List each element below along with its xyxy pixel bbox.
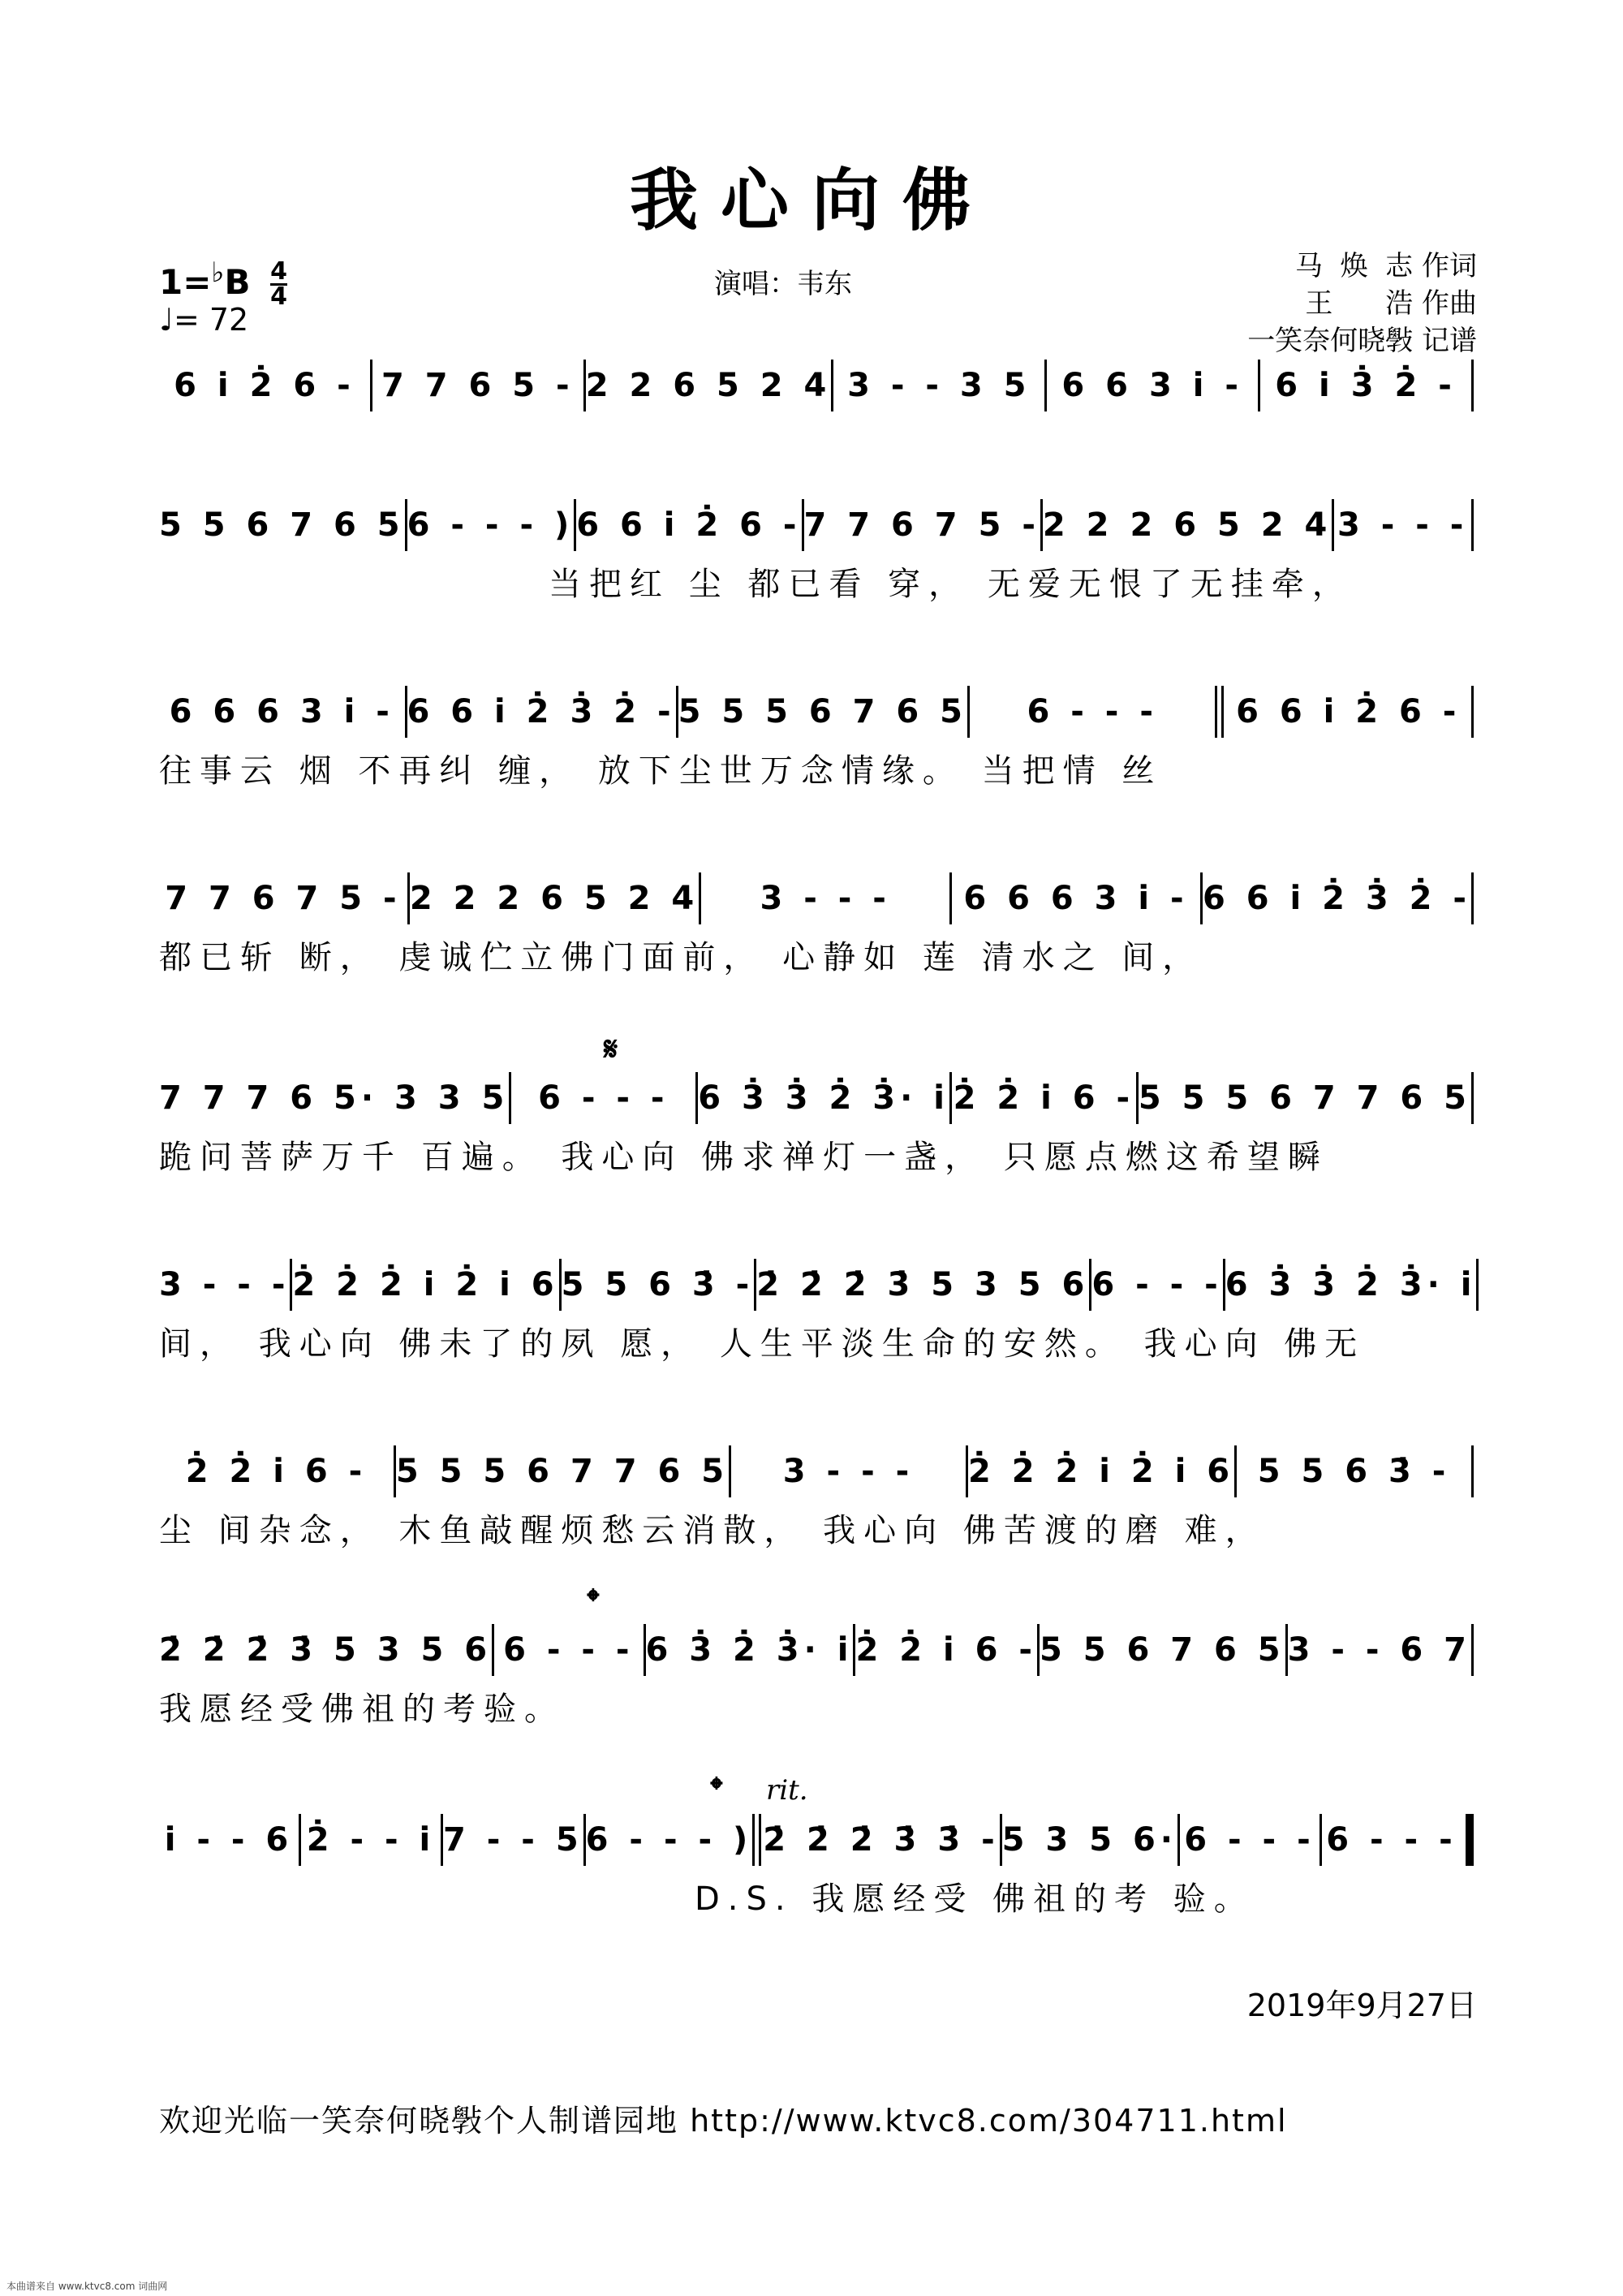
notes-line [159, 870, 1474, 927]
measure: 6 6 i̇ 2̇ 3̇ 2̇ - [1202, 880, 1471, 917]
measure: 7 7 6 5 - [381, 367, 575, 404]
lyrics-line: 都已斩 断， 虔诚伫立佛门面前， 心静如 莲 清水之 间， [159, 939, 1203, 976]
measure: 5 5 5 6 7 6 5 [678, 693, 967, 730]
measure: 5 3 5 6· [1001, 1821, 1177, 1859]
measure: 7 - - 5 [443, 1821, 583, 1859]
measure: 2 2 6 5 2 4 [585, 367, 832, 404]
notes-line [159, 1256, 1477, 1313]
measure: 3 - - - [760, 880, 891, 917]
key-note: B [224, 262, 251, 302]
measure: 6 6 i̇ 2̇ 6 - [1236, 693, 1462, 730]
measure: 3 - - - [782, 1453, 915, 1490]
measure: 2̇ 2̇ 2̇ i̇ 2̇ i̇ 6 [967, 1453, 1235, 1490]
measure: 6 - - - [1326, 1821, 1457, 1859]
measure: 6 - - - [538, 1079, 669, 1117]
measure: 2 2 2 6 5 2 4 [409, 880, 700, 917]
measure: 3 - - - [1337, 506, 1469, 544]
lyrics-line: 当把红 尘 都已看 穿， 无爱无恨了无挂牵， [549, 566, 1353, 603]
measure: 6 6 6 3 i̇ - [963, 880, 1189, 917]
measure: 6 3̇ 3̇ 2̇ 3̇· i̇ [1225, 1266, 1477, 1303]
score-system-3 [159, 683, 1474, 791]
measure: i̇ - - 6 [164, 1821, 294, 1859]
notes-line [159, 497, 1474, 554]
barline [1471, 499, 1474, 551]
measure: 6 3̇ 3̇ 2̇ 3̇· i̇ [698, 1079, 949, 1117]
measure: 2̇ 2̇ i̇ 6 - [953, 1079, 1135, 1117]
barline [1471, 1072, 1474, 1124]
measure: 2̇ 2̇ 2̇ 3̇ 3̇ - [763, 1821, 1000, 1859]
measure: 6 6 i̇ 2̇ 3̇ 2̇ - [407, 693, 676, 730]
score-system-8 [159, 1622, 1474, 1730]
measure: 6 i̇ 2̇ 6 - [174, 367, 355, 404]
coda-sign: 𝄌 [711, 1771, 722, 1808]
singer-credit: 演唱：韦东 [714, 268, 852, 300]
final-barline [1466, 1814, 1474, 1866]
notes-line [159, 357, 1474, 414]
watermark: 本曲谱来自 www.ktvc8.com 词曲网 [6, 2281, 168, 2292]
measure: 7 7 6 7 5 - [803, 506, 1040, 544]
measure: 5 5 6 7 6 5 [159, 506, 405, 544]
measure: 2̇ 2̇ 2̇ 3̇ 5 3 5 6 [756, 1266, 1090, 1303]
score-system-4 [159, 870, 1474, 978]
barline [1471, 360, 1474, 411]
measure: 7 7 7 6 5· 3 3 5 [159, 1079, 510, 1117]
measure: 5 5 6 3̇ - [561, 1266, 755, 1303]
segno-sign: 𝄋 [604, 1031, 618, 1068]
meter-top: 4 [270, 257, 287, 286]
lyrics-line: 跪问菩萨万千 百遍。 我心向 佛求禅灯一盏， 只愿点燃这希望瞬 [159, 1139, 1328, 1176]
measure: 3 - - - [159, 1266, 291, 1303]
notes-line [159, 1070, 1474, 1126]
score-system-1 [159, 357, 1474, 414]
measure: 2 2 2 6 5 2 4 [1042, 506, 1332, 544]
key-signature [159, 256, 287, 311]
measure: 3 - - 3 5 [847, 367, 1031, 404]
score-system-9 [159, 1811, 1474, 1919]
composer-credit: 王 浩 作曲 [1305, 287, 1477, 320]
measure: 6 - - - [1091, 1266, 1223, 1303]
notes-line [159, 1811, 1474, 1868]
measure: 6 - - - ) [407, 506, 575, 544]
lyrics-line: 我愿经受佛祖的考验。 [159, 1691, 565, 1728]
page-title: 我心向佛 [629, 161, 993, 240]
lyricist-credit: 马 焕 志 作词 [1294, 250, 1477, 282]
measure: 6 6 i̇ 2̇ 6 - [576, 506, 802, 544]
tempo-value: = 72 [173, 302, 249, 338]
key-label: 1= [159, 262, 212, 302]
measure: 3 - - 6 7 [1287, 1631, 1471, 1669]
score-system-2 [159, 497, 1474, 605]
tempo-marking [159, 302, 248, 338]
repeat-end-barline [752, 1814, 755, 1866]
quarter-note-icon: ♩ [159, 302, 174, 338]
score-system-7 [159, 1443, 1474, 1551]
notes-line [159, 1622, 1474, 1678]
footer-text: 欢迎光临一笑奈何晓斅个人制谱园地 http://www.ktvc8.com/304711.html [159, 2103, 1288, 2139]
measure: 6 - - - [1184, 1821, 1315, 1859]
measure: 6 6 3 i̇ - [1061, 367, 1243, 404]
barline [1476, 1259, 1479, 1311]
lyrics-line: 间， 我心向 佛未了的夙 愿， 人生平淡生命的安然。 我心向 佛无 [159, 1325, 1366, 1363]
measure: 5 5 6 7 6 5 [1039, 1631, 1285, 1669]
measure: 2̇ 2̇ 2̇ 3̇ 5 3 5 6 [159, 1631, 493, 1669]
score-system-5 [159, 1070, 1474, 1178]
measure: 2̇ 2̇ i̇ 6 - [185, 1453, 368, 1490]
measure: 6 3̇ 2̇ 3̇· i̇ [645, 1631, 854, 1669]
barline [1471, 686, 1474, 738]
measure: 5 5 6 3̇ - [1257, 1453, 1451, 1490]
notes-line [159, 1443, 1474, 1500]
time-signature [270, 257, 287, 311]
lyrics-line: D.S. 我愿经受 佛祖的考 验。 [695, 1880, 1255, 1918]
measure: 2̇ - - i̇ [306, 1821, 436, 1859]
date-stamp: 2019年9月27日 [1246, 1988, 1477, 2023]
measure: 6 - - - ) [585, 1821, 753, 1859]
measure: 2̇ 2̇ 2̇ i̇ 2̇ i̇ 6 [292, 1266, 559, 1303]
coda-sign: 𝄌 [588, 1583, 599, 1620]
meter-bottom: 4 [270, 282, 287, 311]
measure: 6 i̇ 3̇ 2̇ - [1275, 367, 1457, 404]
transcriber-credit: 一笑奈何晓斅 记谱 [1247, 325, 1477, 357]
measure: 6 - - - [503, 1631, 635, 1669]
measure: 6 - - - [1027, 693, 1158, 730]
measure: 7 7 6 7 5 - [165, 880, 402, 917]
score-system-6 [159, 1256, 1477, 1364]
ritardando-mark: rit. [766, 1774, 808, 1807]
barline [1471, 1445, 1474, 1497]
lyrics-line: 往事云 烟 不再纠 缠， 放下尘世万念情缘。 当把情 丝 [159, 752, 1163, 790]
barline [1471, 1624, 1474, 1676]
measure: 6 6 6 3 i̇ - [169, 693, 394, 730]
measure: 2̇ 2̇ i̇ 6 - [855, 1631, 1037, 1669]
flat-icon: ♭ [211, 256, 225, 289]
lyrics-line: 尘 间杂念， 木鱼敲醒烦愁云消散， 我心向 佛苦渡的磨 难， [159, 1512, 1266, 1549]
repeat-start-barline [1215, 686, 1217, 738]
notes-line [159, 683, 1474, 740]
barline [1471, 872, 1474, 924]
measure: 5 5 5 6 7 7 6 5 [395, 1453, 730, 1490]
measure: 5 5 5 6 7 7 6 5 [1138, 1079, 1471, 1117]
